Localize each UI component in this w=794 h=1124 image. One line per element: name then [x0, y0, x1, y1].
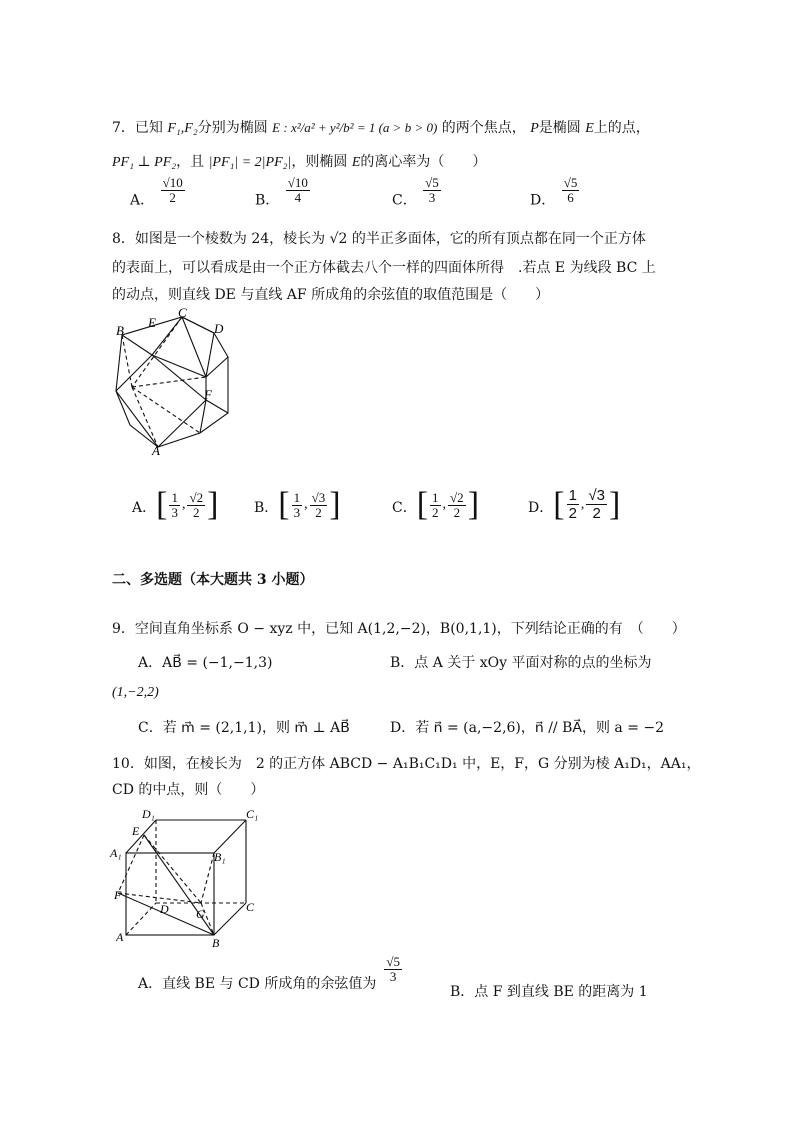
- q7-option-c[interactable]: C． $\frac{√5}{3}$: [392, 175, 439, 209]
- q10-option-a[interactable]: A．直线 BE 与 CD 所成角的余弦值为 $\frac{√5}{3}$: [138, 954, 400, 992]
- label-a1: A₁: [110, 846, 122, 860]
- polyhedron-figure: [108, 305, 248, 455]
- label-e: E: [132, 824, 140, 838]
- q7-option-d[interactable]: D． $\frac{√5}{6}$: [530, 175, 578, 209]
- q9-option-c[interactable]: C．若 m⃗ = (2,1,1)，则 m⃗ ⊥ AB⃗: [138, 720, 350, 736]
- label-b: B: [116, 323, 124, 338]
- label-g: G: [196, 907, 205, 921]
- polyhedron-outline: [116, 317, 228, 447]
- label-e: E: [148, 315, 156, 330]
- label-f: F: [204, 387, 212, 402]
- q8-line3: 的动点，则直线 DE 与直线 AF 所成角的余弦值的取值范围是（ ）: [112, 287, 550, 303]
- label-c: C: [178, 305, 187, 320]
- q9-option-b-cont: (1,−2,2): [112, 685, 159, 700]
- q7-option-b[interactable]: B． $\frac{√10}{4}$: [255, 175, 308, 209]
- label-a: A: [152, 443, 160, 455]
- q7-line1: 7．已知 F₁,F₂分别为椭圆 E : x²/a² + y²/b² = 1 (a > b > 0) 的两个焦点， P是椭圆 E上的点，: [112, 120, 650, 136]
- label-d: D: [214, 321, 224, 336]
- label-c1: C₁: [246, 807, 259, 821]
- q9-line1: 9．空间直角坐标系 O − xyz 中，已知 A(1,2,−2)，B(0,1,1)，下列结论正确的有 （ ）: [112, 621, 686, 637]
- label-b: B: [212, 936, 220, 950]
- label-b1: B₁: [214, 850, 226, 864]
- ellipse-equation: E : x²/a² + y²/b² = 1 (a > b > 0): [272, 120, 438, 135]
- q8-option-a[interactable]: A． [ $\frac{1}{3}$ , $\frac{√2}{2}$ ]: [132, 486, 219, 523]
- section-title: 二、多选题（本大题共 3 小题）: [112, 572, 314, 588]
- q8-line2: 的表面上，可以看成是由一个正方体截去八个一样的四面体所得 .若点 E 为线段 BC 上: [112, 260, 656, 276]
- q7-option-a[interactable]: A． $\frac{√10}{2}$: [130, 175, 183, 209]
- cube-figure: [108, 805, 268, 950]
- label-d: D: [160, 902, 169, 916]
- q8-option-b[interactable]: B． [ $\frac{1}{3}$ , $\frac{√3}{2}$ ]: [254, 486, 341, 523]
- q9-option-b[interactable]: B．点 A 关于 xOy 平面对称的点的坐标为: [390, 655, 652, 671]
- label-c: C: [246, 900, 255, 914]
- cube-front-face: [126, 853, 214, 935]
- q8-option-c[interactable]: C． [ $\frac{1}{2}$ , $\frac{√2}{2}$ ]: [392, 486, 480, 523]
- q9-option-a[interactable]: A．AB⃗ = (−1,−1,3): [138, 655, 273, 671]
- label-a: A: [116, 930, 124, 944]
- q8-line1: 8．如图是一个棱数为 24，棱长为 √2 的半正多面体，它的所有顶点都在同一个正方体: [112, 231, 646, 247]
- q10-line2: CD 的中点，则（ ）: [112, 782, 265, 798]
- q10-option-b[interactable]: B．点 F 到直线 BE 的距离为 1: [450, 984, 648, 1000]
- q10-line1: 10．如图，在棱长为 2 的正方体 ABCD − A₁B₁C₁D₁ 中，E，F，G 分别为棱 A₁D₁，AA₁，: [112, 756, 701, 772]
- q8-option-d[interactable]: D． [ $\frac{1}{2}$ , $\frac{√3}{2}$ ]: [528, 485, 621, 523]
- label-d1: D₁: [142, 807, 155, 821]
- q7-line2: PF₁ ⊥ PF₂，且 |PF₁| = 2|PF₂|，则椭圆 E的离心率为（ ）: [112, 154, 487, 170]
- label-f: F: [114, 888, 122, 902]
- q9-option-d[interactable]: D．若 n⃗ = (a,−2,6)，n⃗ // BA⃗，则 a = −2: [390, 720, 665, 736]
